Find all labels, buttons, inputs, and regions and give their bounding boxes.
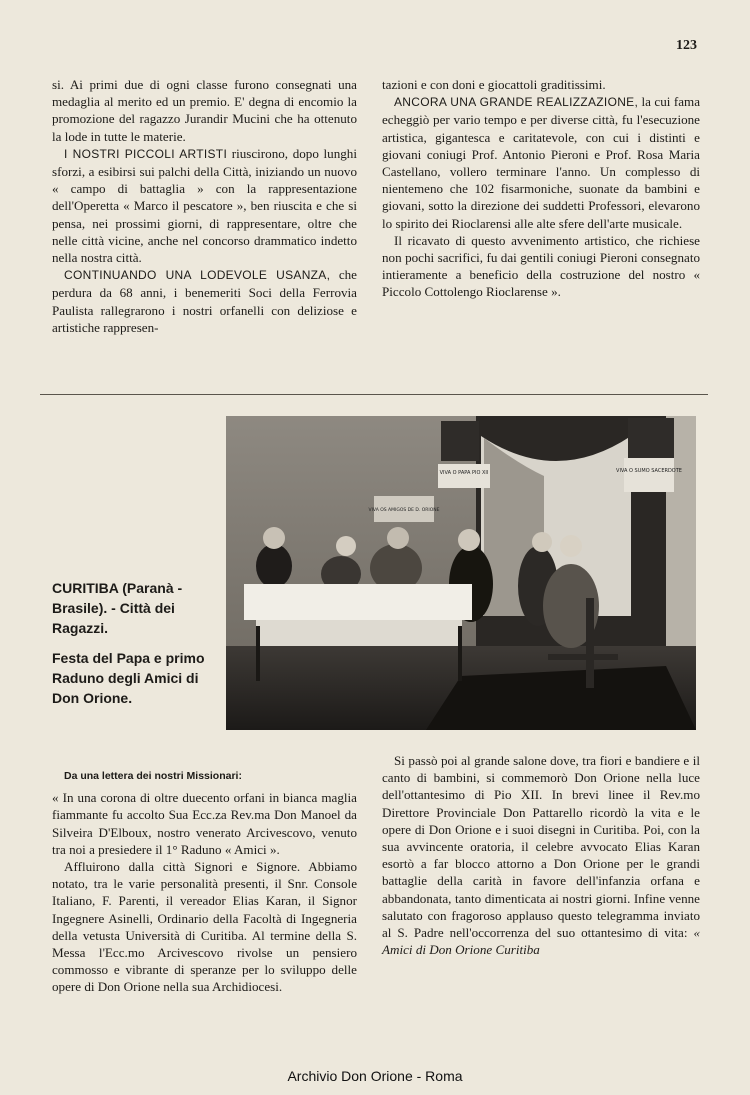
top-left-column <box>52 76 357 336</box>
banner-center: VIVA OS AMIGOS DE D. ORIONE <box>368 508 440 513</box>
paragraph-lead: CONTINUANDO UNA LODEVOLE USANZA, <box>64 268 331 283</box>
letter-intro: Da una lettera dei nostri Missionari: <box>64 770 242 782</box>
paragraph <box>382 93 700 232</box>
section-divider <box>40 394 708 395</box>
banner-left: VIVA O PAPA PIO XII <box>439 470 489 476</box>
archive-footer: Archivio Don Orione - Roma <box>287 1068 463 1084</box>
paragraph-text: riuscirono, dopo lunghi sforzi, a esibirsi sui palchi della Città, iniziando un nuovo « campo di battaglia » con la rappresentazione dell'Operetta « Marco il pescatore », ben riuscita e che si pensa, nei prossimi giorni, di rappresentare, oltre che nelle città vicine, anche nel concorso drammatico indetto nella nostra città. <box>52 145 357 266</box>
caption-title: CURITIBA (Paranà - Brasile). - Città dei Ragazzi. <box>52 580 183 636</box>
telegram-quote: « Amici di Don Orione Curitiba <box>382 925 700 958</box>
banner-right: VIVA O SUMO SACERDOTE <box>616 468 682 474</box>
paragraph <box>382 752 700 958</box>
paragraph: Affluirono dalla città Signori e Signore. Abbiamo notato, tra le varie personalità presenti, il Snr. Console Italiano, F. Parenti, il vereador Elias Karan, il Signor Ingegnere Asinelli, Ordinario della Facoltà di Ingegneria della vetusta Università di Curitiba. Al termine della S. Messa l'Ecc.mo Arcivescovo rivolse un pensiero commosso e vibrante di speranze per lo sviluppo delle opere di Don Orione nella sua Archidiocesi. <box>52 859 357 995</box>
page-number: 123 <box>676 38 697 53</box>
paragraph-text: la cui fama echeggiò per vario tempo e per diverse città, fu l'esecuzione artistica, gigantesca e caritatevole, con cui i distinti e giovani coniugi Prof. Antonio Pieroni e Prof. Rosa Maria Castellano, vollero terminare l'anno. Un complesso di nientemeno che 102 fisarmoniche, suonate da bambini e giovani, sotto la direzione dei suddetti Professori, elevarono lo spirito dei Rioclarensi alle alte sfere dell'arte musicale. <box>382 94 701 231</box>
event-photograph <box>226 416 696 730</box>
paragraph: Il ricavato di questo avvenimento artistico, che richiese non pochi sacrifici, fu dai gentili coniugi Pieroni consegnato intieramente a beneficio della costruzione del nostro « Piccolo Cottolengo Rioclarense ». <box>382 232 700 300</box>
paragraph-text: che perdura da 68 anni, i benemeriti Soci della Ferrovia Paulista rallegrarono i nostri orfanelli con deliziose e artistiche rappresen- <box>52 267 357 335</box>
paragraph <box>52 266 357 336</box>
photo-caption <box>52 578 217 708</box>
paragraph <box>52 145 357 266</box>
paragraph: « In una corona di oltre duecento orfani in bianca maglia fiammante fu accolto Sua Ecc.za Rev.ma Don Manoel da Silveira D'Elboux, nostro venerato Arcivescovo, venuto tra noi a presiedere il 1° Raduno « Amici ». <box>52 790 357 857</box>
paragraph-text: Si passò poi al grande salone dove, tra fiori e bandiere e il canto di bambini, si commemorò Don Orione nella luce dell'ottantesimo di Pio XII. In brevi linee il Rev.mo Direttore Provinciale Don Pattarello ricordò la vita e le opere di Don Orione e i suoi disegni in Curitiba. Poi, con la sua avvincente oratoria, il celebre avvocato Elias Karan esortò a far blocco attorno a Don Orione per le grandi battaglie della carità in favore dell'infanzia orfana e abbandonata, tanto dimenticata ai nostri giorni. Infine venne salutato con fragoroso applauso questo telegramma inviato al S. Padre nell'occorrenza del suo ottantesimo di vita: <box>382 753 700 941</box>
caption-subtitle: Festa del Papa e primo Raduno degli Amici di Don Orione. <box>52 650 205 706</box>
paragraph: tazioni e con doni e giocattoli graditissimi. <box>382 77 606 92</box>
top-right-column <box>382 76 700 301</box>
bottom-right-column <box>382 752 700 958</box>
paragraph-lead: I NOSTRI PICCOLI ARTISTI <box>64 146 228 161</box>
paragraph: si. Ai primi due di ogni classe furono consegnati una medaglia al merito ed un premio. E' degna di encomio la promozione del ragazzo Jurandir Mucini che ha ottenuto la lode in tutte le materie. <box>52 77 357 144</box>
bottom-left-column <box>52 768 357 996</box>
paragraph-lead: ANCORA UNA GRANDE REALIZZAZIONE, <box>394 95 639 110</box>
